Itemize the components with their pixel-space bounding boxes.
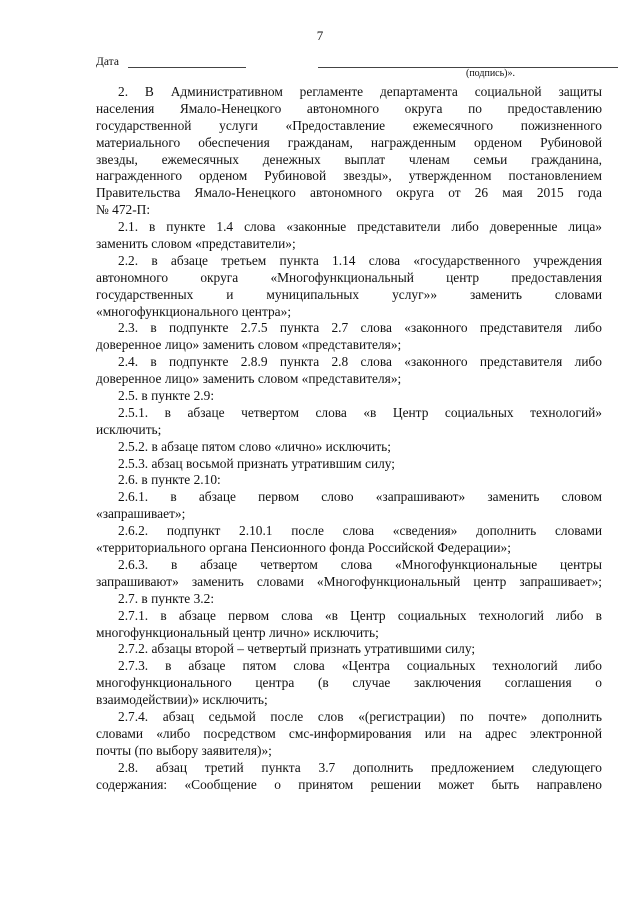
- text-line: почты (по выбору заявителя)»;: [96, 742, 272, 758]
- text-line: многофункционального центра (в случае заключения соглашения о: [96, 675, 602, 691]
- text-line: исключить;: [96, 421, 162, 437]
- date-signature-row: [96, 56, 566, 86]
- text-line: 2.7.4. абзац седьмой после слов «(регистрации) по почте» дополнить: [118, 708, 602, 724]
- text-line: Правительства Ямало-Ненецкого автономного округа от 26 мая 2015 года: [96, 185, 602, 201]
- text-line: 2.5. в пункте 2.9:: [118, 388, 215, 404]
- text-line: 2.7.3. в абзаце пятом слова «Центра социальных технологий либо: [118, 658, 602, 674]
- text-line: государственной услуги «Предоставление ежемесячного пожизненного: [96, 117, 602, 133]
- text-line: материального обеспечения гражданам, награжденным орденом Рубиновой: [96, 134, 602, 150]
- document-body: [96, 84, 602, 793]
- text-line: доверенное лицо» заменить словом «представителя»;: [96, 371, 402, 387]
- signature-caption: (подпись)».: [466, 68, 516, 79]
- text-line: звезды, ежемесячных денежных выплат членам семьи гражданина,: [96, 151, 602, 167]
- text-line: 2.4. в подпункте 2.8.9 пункта 2.8 слова «законного представителя либо: [118, 354, 602, 370]
- text-line: 2.5.1. в абзаце четвертом слова «в Центр социальных технологий»: [118, 404, 602, 420]
- text-line: государственных и муниципальных услуг»» заменить словами: [96, 286, 602, 302]
- text-line: 2.6.2. подпункт 2.10.1 после слова «сведения» дополнить словами: [118, 523, 602, 539]
- text-line: словами «либо посредством смс-информирования или на адрес электронной: [96, 725, 602, 741]
- text-line: «запрашивает»;: [96, 506, 186, 522]
- text-line: автономного округа «Многофункциональный центр предоставления: [96, 269, 602, 285]
- text-line: содержания: «Сообщение о принятом решении может быть направлено: [96, 776, 602, 792]
- text-line: 2.6.1. в абзаце первом слово «запрашивают» заменить словом: [118, 489, 602, 505]
- text-line: 2.6. в пункте 2.10:: [118, 472, 221, 488]
- text-line: 2.3. в подпункте 2.7.5 пункта 2.7 слова «законного представителя либо: [118, 320, 602, 336]
- text-line: заменить словом «представители»;: [96, 236, 296, 252]
- text-line: № 472-П:: [96, 202, 151, 218]
- text-line: «территориального органа Пенсионного фонда Российской Федерации»;: [96, 540, 511, 556]
- text-line: 2.7.1. в абзаце первом слова «в Центр социальных технологий либо в: [118, 607, 602, 623]
- text-line: награжденного орденом Рубиновой звезды», утвержденном постановлением: [96, 168, 602, 184]
- text-line: 2.5.3. абзац восьмой признать утратившим силу;: [118, 455, 396, 471]
- text-line: 2.1. в пункте 1.4 слова «законные представители либо доверенные лица»: [118, 219, 602, 235]
- text-line: населения Ямало-Ненецкого автономного округа по предоставлению: [96, 100, 602, 116]
- date-label: Дата: [96, 56, 119, 68]
- text-line: 2.2. в абзаце третьем пункта 1.14 слова «государственного учреждения: [118, 252, 602, 268]
- text-line: 2.6.3. в абзаце четвертом слова «Многофункциональные центры: [118, 556, 602, 572]
- text-line: запрашивают» заменить словами «Многофункциональный центр запрашивает»;: [96, 573, 602, 589]
- text-line: 2.5.2. в абзаце пятом слово «лично» исключить;: [118, 438, 392, 454]
- text-line: 2.8. абзац третий пункта 3.7 дополнить предложением следующего: [118, 759, 602, 775]
- text-line: «многофункционального центра»;: [96, 303, 292, 319]
- text-line: 2. В Административном регламенте департамента социальной защиты: [118, 84, 602, 99]
- text-line: многофункциональный центр лично» исключить;: [96, 624, 379, 640]
- page-number: 7: [316, 28, 324, 43]
- date-underline: [128, 67, 246, 68]
- text-line: взаимодействии)» исключить;: [96, 692, 268, 708]
- text-line: 2.7. в пункте 3.2:: [118, 590, 215, 606]
- text-line: 2.7.2. абзацы второй – четвертый признать утратившими силу;: [118, 641, 476, 657]
- text-line: доверенное лицо» заменить словом «представителя»;: [96, 337, 402, 353]
